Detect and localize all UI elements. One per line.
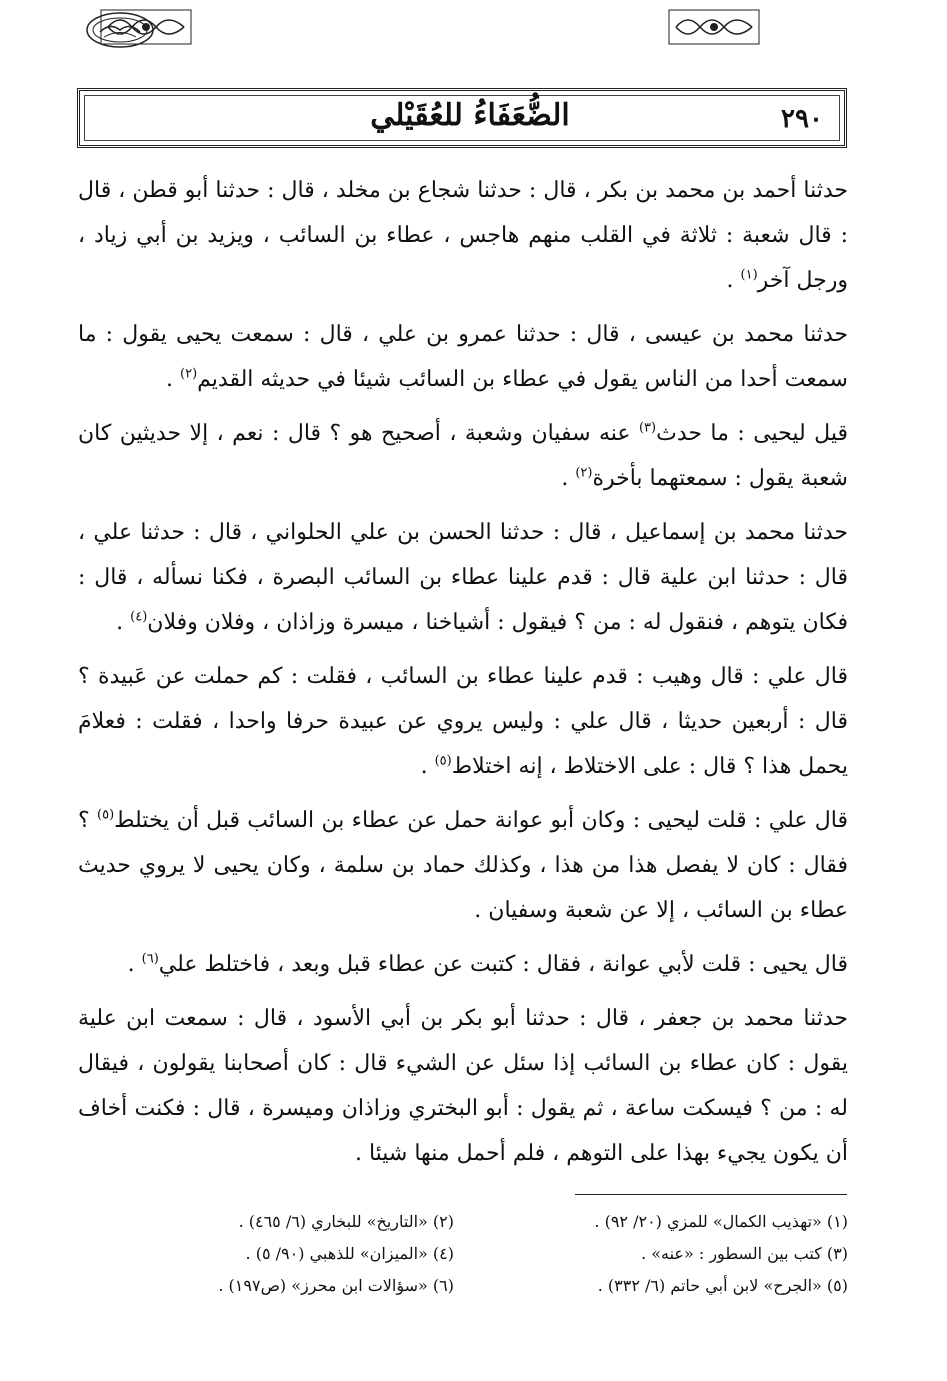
footnote-ref[interactable]: (٢) (180, 366, 198, 382)
paragraph: قيل ليحيى : ما حدث$^{(٣)}$ عنه سفيان وشعبة ، أصحيح هو ؟ قال : نعم ، إلا حديثين كان شعبة يقول : سمعتهما بأخرة$^{(٢)}$ . (78, 420, 848, 491)
body-text (78, 168, 848, 1185)
footnote: (٦) «سؤالات ابن محرز» (ص١٩٧) . (218, 1276, 454, 1295)
footnote: (٣) كتب بين السطور : «عنه» . (641, 1244, 848, 1263)
paragraph: حدثنا محمد بن عيسى ، قال : حدثنا عمرو بن علي ، قال : سمعت يحيى يقول : ما سمعت أحدا من الناس يقول في عطاء بن السائب شيئا في حديثه القديم$^{(٢)}$ . (78, 322, 848, 392)
footnotes (80, 1206, 848, 1302)
footnote-ref[interactable]: (٥) (97, 807, 115, 823)
footnote: (٤) «الميزان» للذهبي (٩٠/ ٥) . (245, 1244, 454, 1263)
footnote: (٢) «التاريخ» للبخاري (٦/ ٤٦٥) . (238, 1212, 454, 1231)
page-number: ٢٩٠ (781, 104, 823, 134)
footnote-ref[interactable]: (١) (740, 267, 758, 283)
footnote-ref[interactable]: (٢) (575, 465, 593, 481)
paragraph: حدثنا محمد بن جعفر ، قال : حدثنا أبو بكر بن أبي الأسود ، قال : سمعت ابن علية يقول : كان عطاء بن السائب إذا سئل عن الشيء قال : كان أصحابنا يقولون ، فيقال له : من ؟ فيسكت ساعة ، ثم يقول : أبو البختري وزاذان وميسرة ، قال : فكنت أخاف أن يكون يجيء بهذا على التوهم ، فلم أحمل منها شيئا . (78, 1006, 848, 1166)
running-title: الضُّعَفَاءُ للعُقَيْلي (370, 98, 570, 133)
footnote: (٥) «الجرح» لابن أبي حاتم (٦/ ٣٣٢) . (597, 1276, 848, 1295)
footnote-ref[interactable]: (٤) (130, 609, 148, 625)
footnote-ref[interactable]: (٣) (638, 420, 657, 436)
paragraph: قال علي : قال وهيب : قدم علينا عطاء بن السائب ، فقلت : كم حملت عن عَبيدة ؟ قال : أربعين حديثا ، قال علي : وليس يروي عن عبيدة حرفا واحدا ، فقلت : فعلامَ يحمل هذا ؟ قال : على الاختلاط ، إنه اختلاط$^{(٥)}$ . (78, 664, 848, 779)
footnote-ref[interactable]: (٦) (141, 951, 159, 967)
paragraph: حدثنا محمد بن إسماعيل ، قال : حدثنا الحسن بن علي الحلواني ، قال : حدثنا علي ، قال : حدثنا ابن علية قال : قدم علينا عطاء بن السائب البصرة ، فكنا نسأله ، قال : فكان يتوهم ، فنقول له : من ؟ فيقول : أشياخنا ، ميسرة وزاذان ، وفلان وفلان$^{(٤)}$ . (78, 520, 848, 635)
footnote: (١) «تهذيب الكمال» للمزي (٢٠/ ٩٢) . (594, 1212, 848, 1231)
paragraph: قال يحيى : قلت لأبي عوانة ، فقال : كتبت عن عطاء قبل وبعد ، فاختلط علي$^{(٦)}$ . (127, 951, 848, 977)
paragraph: قال علي : قلت ليحيى : وكان أبو عوانة حمل عن عطاء بن السائب قبل أن يختلط$^{(٥)}$ ؟ فقال : كان لا يفصل هذا من هذا ، وكذلك حماد بن سلمة ، وكان يحيى لا يروي حديث عطاء بن السائب ، إلا عن شعبة وسفيان . (78, 807, 848, 923)
book-emblem-icon (84, 10, 156, 50)
paragraph: حدثنا أحمد بن محمد بن بكر ، قال : حدثنا شجاع بن مخلد ، قال : حدثنا أبو قطن ، قال : قال شعبة : ثلاثة في القلب منهم هاجس ، عطاء بن السائب ، ويزيد بن أبي زياد ، ورجل آخر$^{(١)}$ . (78, 178, 848, 293)
footnote-divider (575, 1194, 847, 1195)
footnote-ref[interactable]: (٥) (434, 753, 452, 769)
header-ornament-right (668, 9, 760, 45)
